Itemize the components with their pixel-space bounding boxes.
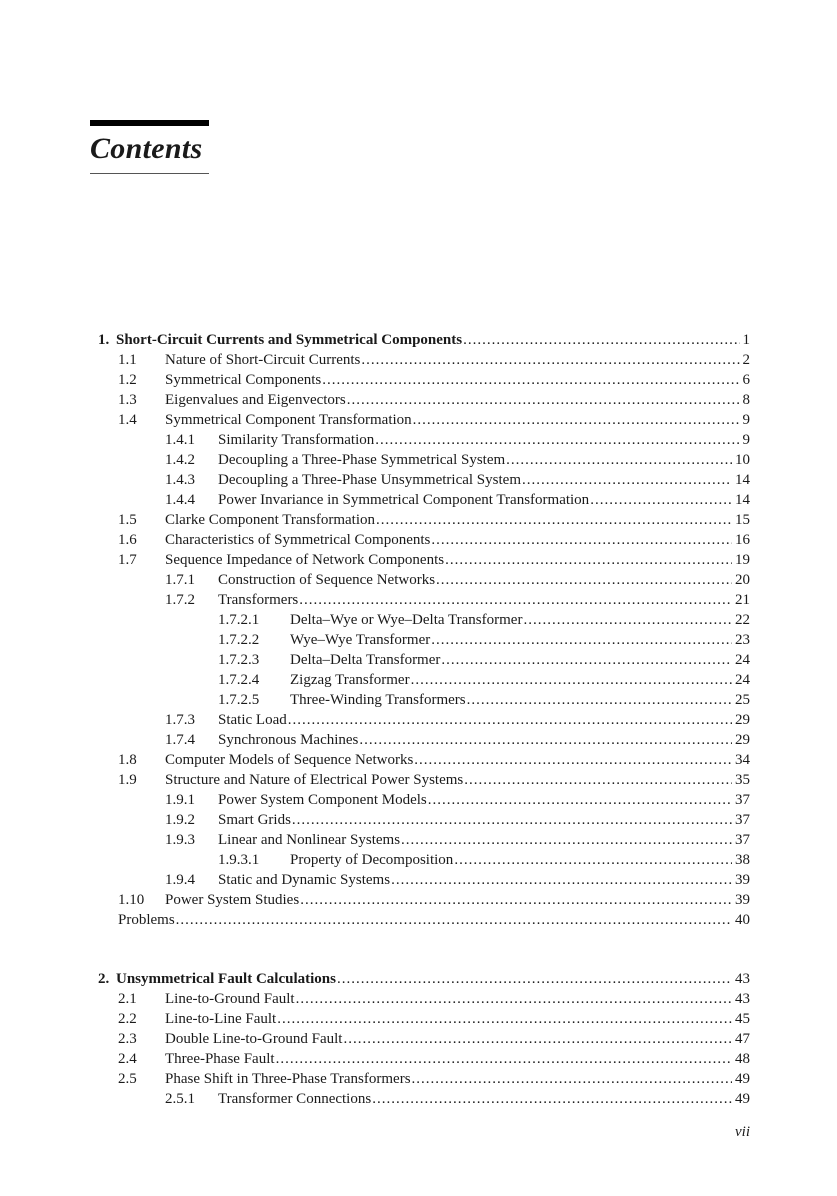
entry-number: 1.8 [118,752,137,768]
dot-leader [337,969,732,989]
dot-leader [506,450,732,470]
entry-title: Line-to-Line Fault [165,1011,277,1027]
dot-leader [522,470,732,490]
dot-leader [411,670,732,690]
toc-chapter-2 [98,969,750,1109]
dot-leader [590,490,732,510]
entry-number: 1.4 [118,412,137,428]
toc-entry[interactable] [98,1029,750,1049]
dot-leader [277,1009,732,1029]
entry-title: Problems [118,912,175,928]
entry-title: Smart Grids [218,812,291,828]
toc-entry[interactable] [98,690,750,710]
dot-leader [300,890,732,910]
entry-title: Characteristics of Symmetrical Components [165,532,431,548]
entry-page: 9 [742,412,750,428]
entry-number: 1.1 [118,352,137,368]
toc-entry[interactable] [98,350,750,370]
dot-leader [441,650,732,670]
page-title: Contents [90,132,203,165]
toc-entry[interactable] [98,450,750,470]
dot-leader [391,870,732,890]
entry-number: 1.2 [118,372,137,388]
dot-leader [372,1089,732,1109]
toc-entry[interactable] [98,750,750,770]
dot-leader [431,530,732,550]
entry-number: 1.7.2.4 [218,672,260,688]
dot-leader [347,390,740,410]
entry-number: 2.5 [118,1071,137,1087]
dot-leader [412,1069,732,1089]
entry-page: 39 [735,872,750,888]
toc-entry[interactable] [98,890,750,910]
entry-number: 2.5.1 [165,1091,195,1107]
entry-number: 1.4.2 [165,452,195,468]
entry-page: 14 [735,472,750,488]
entry-page: 9 [742,432,750,448]
dot-leader [361,350,739,370]
entry-number: 1.7.2.1 [218,612,260,628]
entry-number: 1.7.1 [165,572,195,588]
entry-title: Delta–Delta Transformer [290,652,441,668]
entry-page: 37 [735,832,750,848]
entry-page: 23 [735,632,750,648]
toc-entry[interactable] [98,1009,750,1029]
entry-number: 2.2 [118,1011,137,1027]
entry-page: 21 [735,592,750,608]
entry-title: Power System Studies [165,892,300,908]
title-top-bar [90,120,209,126]
entry-number: 1. [98,332,110,348]
toc-entry[interactable] [98,770,750,790]
dot-leader [276,1049,732,1069]
entry-page: 1 [742,332,750,348]
toc-entry[interactable] [98,650,750,670]
dot-leader [445,550,732,570]
toc-entry[interactable] [98,390,750,410]
toc-entry[interactable] [98,870,750,890]
dot-leader [322,370,739,390]
entry-number: 1.4.1 [165,432,195,448]
entry-title: Eigenvalues and Eigenvectors [165,392,346,408]
toc-chapter-entry[interactable] [98,330,750,350]
dot-leader [292,810,732,830]
entry-page: 47 [735,1031,750,1047]
entry-number: 2.4 [118,1051,137,1067]
toc-entry[interactable] [98,610,750,630]
entry-page: 22 [735,612,750,628]
entry-title: Transformer Connections [218,1091,372,1107]
entry-title: Double Line-to-Ground Fault [165,1031,343,1047]
dot-leader [414,750,732,770]
entry-page: 38 [735,852,750,868]
entry-number: 2.3 [118,1031,137,1047]
toc-entry[interactable] [98,590,750,610]
toc-entry[interactable] [98,1089,750,1109]
entry-number: 1.9.3.1 [218,852,260,868]
toc-entry[interactable] [98,470,750,490]
toc-chapter-1 [98,330,750,930]
toc-entry[interactable] [98,710,750,730]
entry-title: Nature of Short-Circuit Currents [165,352,361,368]
entry-page: 34 [735,752,750,768]
toc-entry[interactable] [98,410,750,430]
toc-entry[interactable] [98,830,750,850]
entry-number: 1.7.2 [165,592,195,608]
entry-title: Short-Circuit Currents and Symmetrical Components [116,332,463,348]
entry-page: 39 [735,892,750,908]
entry-number: 1.9 [118,772,137,788]
entry-page: 35 [735,772,750,788]
dot-leader [463,330,739,350]
toc-entry[interactable] [98,910,750,930]
toc-entry[interactable] [98,790,750,810]
entry-number: 2. [98,971,110,987]
title-underline [90,173,209,174]
toc-entry[interactable] [98,530,750,550]
entry-title: Clarke Component Transformation [165,512,375,528]
toc-entry[interactable] [98,1069,750,1089]
entry-number: 1.7.3 [165,712,195,728]
dot-leader [413,410,740,430]
dot-leader [431,630,732,650]
entry-number: 1.4.4 [165,492,195,508]
entry-title: Static and Dynamic Systems [218,872,391,888]
entry-title: Power System Component Models [218,792,427,808]
dot-leader [176,910,732,930]
entry-title: Transformers [218,592,299,608]
dot-leader [454,850,732,870]
toc-entry[interactable] [98,570,750,590]
toc-entry[interactable] [98,670,750,690]
dot-leader [401,830,732,850]
entry-title: Linear and Nonlinear Systems [218,832,401,848]
entry-title: Zigzag Transformer [290,672,410,688]
entry-page: 15 [735,512,750,528]
entry-title: Symmetrical Component Transformation [165,412,412,428]
entry-page: 48 [735,1051,750,1067]
toc-entry[interactable] [98,810,750,830]
entry-number: 1.7 [118,552,137,568]
entry-title: Construction of Sequence Networks [218,572,436,588]
entry-page: 49 [735,1091,750,1107]
toc-entry[interactable] [98,730,750,750]
toc-chapter-entry[interactable] [98,969,750,989]
entry-number: 1.6 [118,532,137,548]
entry-title: Decoupling a Three-Phase Symmetrical System [218,452,506,468]
dot-leader [436,570,732,590]
entry-page: 2 [742,352,750,368]
dot-leader [359,730,732,750]
entry-page: 14 [735,492,750,508]
entry-page: 20 [735,572,750,588]
entry-title: Computer Models of Sequence Networks [165,752,414,768]
entry-page: 25 [735,692,750,708]
entry-title: Structure and Nature of Electrical Power Systems [165,772,464,788]
entry-page: 6 [742,372,750,388]
entry-number: 1.3 [118,392,137,408]
entry-title: Decoupling a Three-Phase Unsymmetrical System [218,472,521,488]
entry-page: 45 [735,1011,750,1027]
entry-page: 29 [735,732,750,748]
entry-title: Static Load [218,712,287,728]
dot-leader [376,510,732,530]
entry-number: 1.7.2.3 [218,652,260,668]
entry-page: 37 [735,812,750,828]
entry-title: Phase Shift in Three-Phase Transformers [165,1071,411,1087]
entry-title: Property of Decomposition [290,852,454,868]
toc-entry[interactable] [98,370,750,390]
entry-page: 40 [735,912,750,928]
entry-number: 1.9.3 [165,832,195,848]
entry-page: 29 [735,712,750,728]
entry-title: Power Invariance in Symmetrical Component Transformation [218,492,590,508]
entry-title: Unsymmetrical Fault Calculations [116,971,336,987]
entry-page: 24 [735,652,750,668]
entry-title: Three-Winding Transformers [290,692,466,708]
entry-number: 1.10 [118,892,145,908]
entry-number: 1.7.4 [165,732,195,748]
entry-title: Synchronous Machines [218,732,359,748]
entry-title: Three-Phase Fault [165,1051,275,1067]
entry-page: 49 [735,1071,750,1087]
entry-title: Similarity Transformation [218,432,375,448]
entry-title: Line-to-Ground Fault [165,991,295,1007]
toc-entry[interactable] [98,490,750,510]
dot-leader [428,790,732,810]
entry-number: 1.4.3 [165,472,195,488]
entry-title: Sequence Impedance of Network Components [165,552,445,568]
entry-page: 24 [735,672,750,688]
entry-number: 1.7.2.5 [218,692,260,708]
toc-entry[interactable] [98,1049,750,1069]
entry-page: 37 [735,792,750,808]
dot-leader [288,710,732,730]
entry-number: 2.1 [118,991,137,1007]
entry-page: 43 [735,991,750,1007]
dot-leader [343,1029,732,1049]
toc-entry[interactable] [98,510,750,530]
entry-title: Delta–Wye or Wye–Delta Transformer [290,612,523,628]
page-number: vii [735,1124,750,1140]
dot-leader [375,430,739,450]
dot-leader [523,610,732,630]
entry-number: 1.9.1 [165,792,195,808]
toc-entry[interactable] [98,989,750,1009]
entry-page: 16 [735,532,750,548]
toc-entry[interactable] [98,630,750,650]
toc-entry[interactable] [98,430,750,450]
toc-entry[interactable] [98,850,750,870]
toc-entry[interactable] [98,550,750,570]
dot-leader [467,690,732,710]
entry-page: 19 [735,552,750,568]
entry-number: 1.5 [118,512,137,528]
entry-page: 10 [735,452,750,468]
entry-number: 1.7.2.2 [218,632,260,648]
dot-leader [464,770,732,790]
entry-number: 1.9.4 [165,872,195,888]
entry-page: 43 [735,971,750,987]
entry-page: 8 [742,392,750,408]
dot-leader [296,989,732,1009]
entry-title: Wye–Wye Transformer [290,632,431,648]
entry-number: 1.9.2 [165,812,195,828]
entry-title: Symmetrical Components [165,372,322,388]
dot-leader [299,590,732,610]
